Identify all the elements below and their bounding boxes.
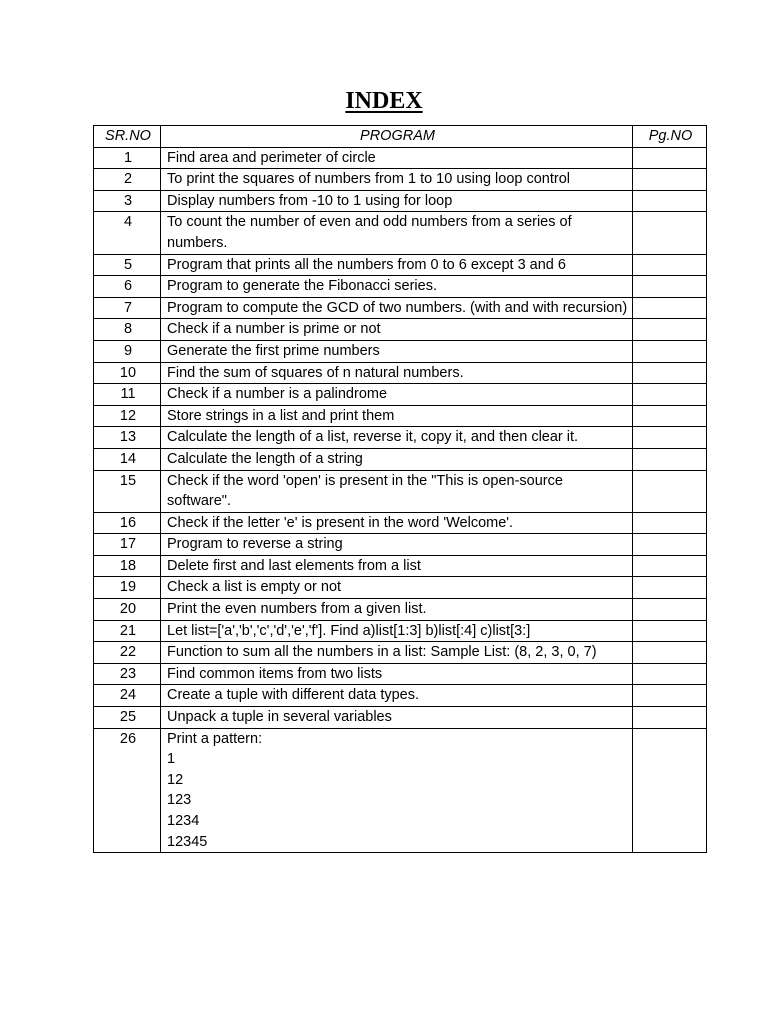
- table-row-pattern: [94, 728, 707, 853]
- table-row: [94, 685, 707, 707]
- table-row: [94, 405, 707, 427]
- table-row: [94, 147, 707, 169]
- page-number-cell: [633, 555, 707, 577]
- sr-no-cell: 6: [94, 276, 161, 298]
- page-number-cell: [633, 728, 707, 853]
- table-row: [94, 555, 707, 577]
- sr-no-cell: 25: [94, 707, 161, 729]
- sr-no-cell: 21: [94, 620, 161, 642]
- program-cell: Function to sum all the numbers in a list: Sample List: (8, 2, 3, 0, 7): [161, 642, 633, 664]
- page-number-cell: [633, 169, 707, 191]
- pattern-line: 12: [167, 771, 184, 788]
- sr-no-cell: 20: [94, 599, 161, 621]
- table-row: [94, 384, 707, 406]
- sr-no-cell: 16: [94, 512, 161, 534]
- page-number-cell: [633, 212, 707, 254]
- table-row: [94, 427, 707, 449]
- program-cell: Check a list is empty or not: [161, 577, 633, 599]
- sr-no-cell: 3: [94, 190, 161, 212]
- program-cell: Program to compute the GCD of two numbers. (with and with recursion): [161, 297, 633, 319]
- pattern-line: 1: [167, 751, 176, 768]
- sr-no-cell: 26: [94, 728, 161, 853]
- page-number-cell: [633, 340, 707, 362]
- pattern-line: 123: [167, 792, 192, 809]
- sr-no-cell: 10: [94, 362, 161, 384]
- table-row: [94, 470, 707, 512]
- page-number-cell: [633, 254, 707, 276]
- program-cell: Calculate the length of a string: [161, 448, 633, 470]
- sr-no-cell: 2: [94, 169, 161, 191]
- page-number-cell: [633, 276, 707, 298]
- page-number-cell: [633, 620, 707, 642]
- sr-no-cell: 19: [94, 577, 161, 599]
- table-row: [94, 169, 707, 191]
- program-cell: Generate the first prime numbers: [161, 340, 633, 362]
- program-cell: Find area and perimeter of circle: [161, 147, 633, 169]
- page-title: INDEX: [345, 88, 423, 114]
- sr-no-cell: 13: [94, 427, 161, 449]
- page-number-cell: [633, 362, 707, 384]
- page-number-cell: [633, 147, 707, 169]
- program-cell: Check if a number is a palindrome: [161, 384, 633, 406]
- header-program: PROGRAM: [161, 126, 633, 148]
- page-number-cell: [633, 470, 707, 512]
- page-number-cell: [633, 685, 707, 707]
- page-number-cell: [633, 534, 707, 556]
- table-row: [94, 190, 707, 212]
- sr-no-cell: 23: [94, 663, 161, 685]
- page-number-cell: [633, 577, 707, 599]
- sr-no-cell: 17: [94, 534, 161, 556]
- sr-no-cell: 7: [94, 297, 161, 319]
- program-cell: [161, 728, 633, 853]
- pattern-heading: Print a pattern:: [167, 730, 263, 747]
- program-cell: Print the even numbers from a given list.: [161, 599, 633, 621]
- page-number-cell: [633, 642, 707, 664]
- table-row: [94, 340, 707, 362]
- page-number-cell: [633, 319, 707, 341]
- pattern-line: 1234: [167, 813, 200, 829]
- program-cell: Check if a number is prime or not: [161, 319, 633, 341]
- table-row: [94, 212, 707, 254]
- program-cell: Store strings in a list and print them: [161, 405, 633, 427]
- sr-no-cell: 18: [94, 555, 161, 577]
- index-table: [93, 125, 707, 853]
- page-number-cell: [633, 663, 707, 685]
- program-cell: Program to reverse a string: [161, 534, 633, 556]
- program-cell: To count the number of even and odd numbers from a series of numbers.: [161, 212, 633, 254]
- sr-no-cell: 8: [94, 319, 161, 341]
- sr-no-cell: 24: [94, 685, 161, 707]
- sr-no-cell: 1: [94, 147, 161, 169]
- table-row: [94, 512, 707, 534]
- page-number-cell: [633, 707, 707, 729]
- table-row: [94, 534, 707, 556]
- sr-no-cell: 22: [94, 642, 161, 664]
- program-cell: Create a tuple with different data types.: [161, 685, 633, 707]
- program-cell: Let list=['a','b','c','d','e','f']. Find a)list[1:3] b)list[:4] c)list[3:]: [161, 620, 633, 642]
- program-cell: Unpack a tuple in several variables: [161, 707, 633, 729]
- table-row: [94, 319, 707, 341]
- table-row: [94, 663, 707, 685]
- sr-no-cell: 15: [94, 470, 161, 512]
- program-cell: Check if the letter 'e' is present in the word 'Welcome'.: [161, 512, 633, 534]
- program-cell: Find common items from two lists: [161, 663, 633, 685]
- pattern-line: 12345: [167, 833, 208, 850]
- program-cell: Calculate the length of a list, reverse it, copy it, and then clear it.: [161, 427, 633, 449]
- program-cell: Check if the word 'open' is present in the "This is open-source software".: [161, 470, 633, 512]
- page-number-cell: [633, 384, 707, 406]
- table-row: [94, 297, 707, 319]
- sr-no-cell: 11: [94, 384, 161, 406]
- header-sr-no: SR.NO: [94, 126, 161, 148]
- program-cell: Delete first and last elements from a list: [161, 555, 633, 577]
- page-number-cell: [633, 427, 707, 449]
- table-row: [94, 276, 707, 298]
- page-number-cell: [633, 448, 707, 470]
- table-row: [94, 707, 707, 729]
- table-row: [94, 577, 707, 599]
- program-cell: Find the sum of squares of n natural numbers.: [161, 362, 633, 384]
- sr-no-cell: 9: [94, 340, 161, 362]
- program-cell: Display numbers from -10 to 1 using for loop: [161, 190, 633, 212]
- table-body: [94, 147, 707, 853]
- table-row: [94, 642, 707, 664]
- table-row: [94, 448, 707, 470]
- page-number-cell: [633, 599, 707, 621]
- sr-no-cell: 5: [94, 254, 161, 276]
- table-row: [94, 599, 707, 621]
- table-row: [94, 362, 707, 384]
- sr-no-cell: 4: [94, 212, 161, 254]
- table-row: [94, 254, 707, 276]
- program-cell: Program to generate the Fibonacci series.: [161, 276, 633, 298]
- table-header-row: [94, 126, 707, 148]
- program-cell: Program that prints all the numbers from 0 to 6 except 3 and 6: [161, 254, 633, 276]
- page-number-cell: [633, 297, 707, 319]
- page-number-cell: [633, 512, 707, 534]
- page-number-cell: [633, 190, 707, 212]
- header-pg-no: Pg.NO: [633, 126, 707, 148]
- page-number-cell: [633, 405, 707, 427]
- sr-no-cell: 14: [94, 448, 161, 470]
- table-row: [94, 620, 707, 642]
- program-cell: To print the squares of numbers from 1 to 10 using loop control: [161, 169, 633, 191]
- sr-no-cell: 12: [94, 405, 161, 427]
